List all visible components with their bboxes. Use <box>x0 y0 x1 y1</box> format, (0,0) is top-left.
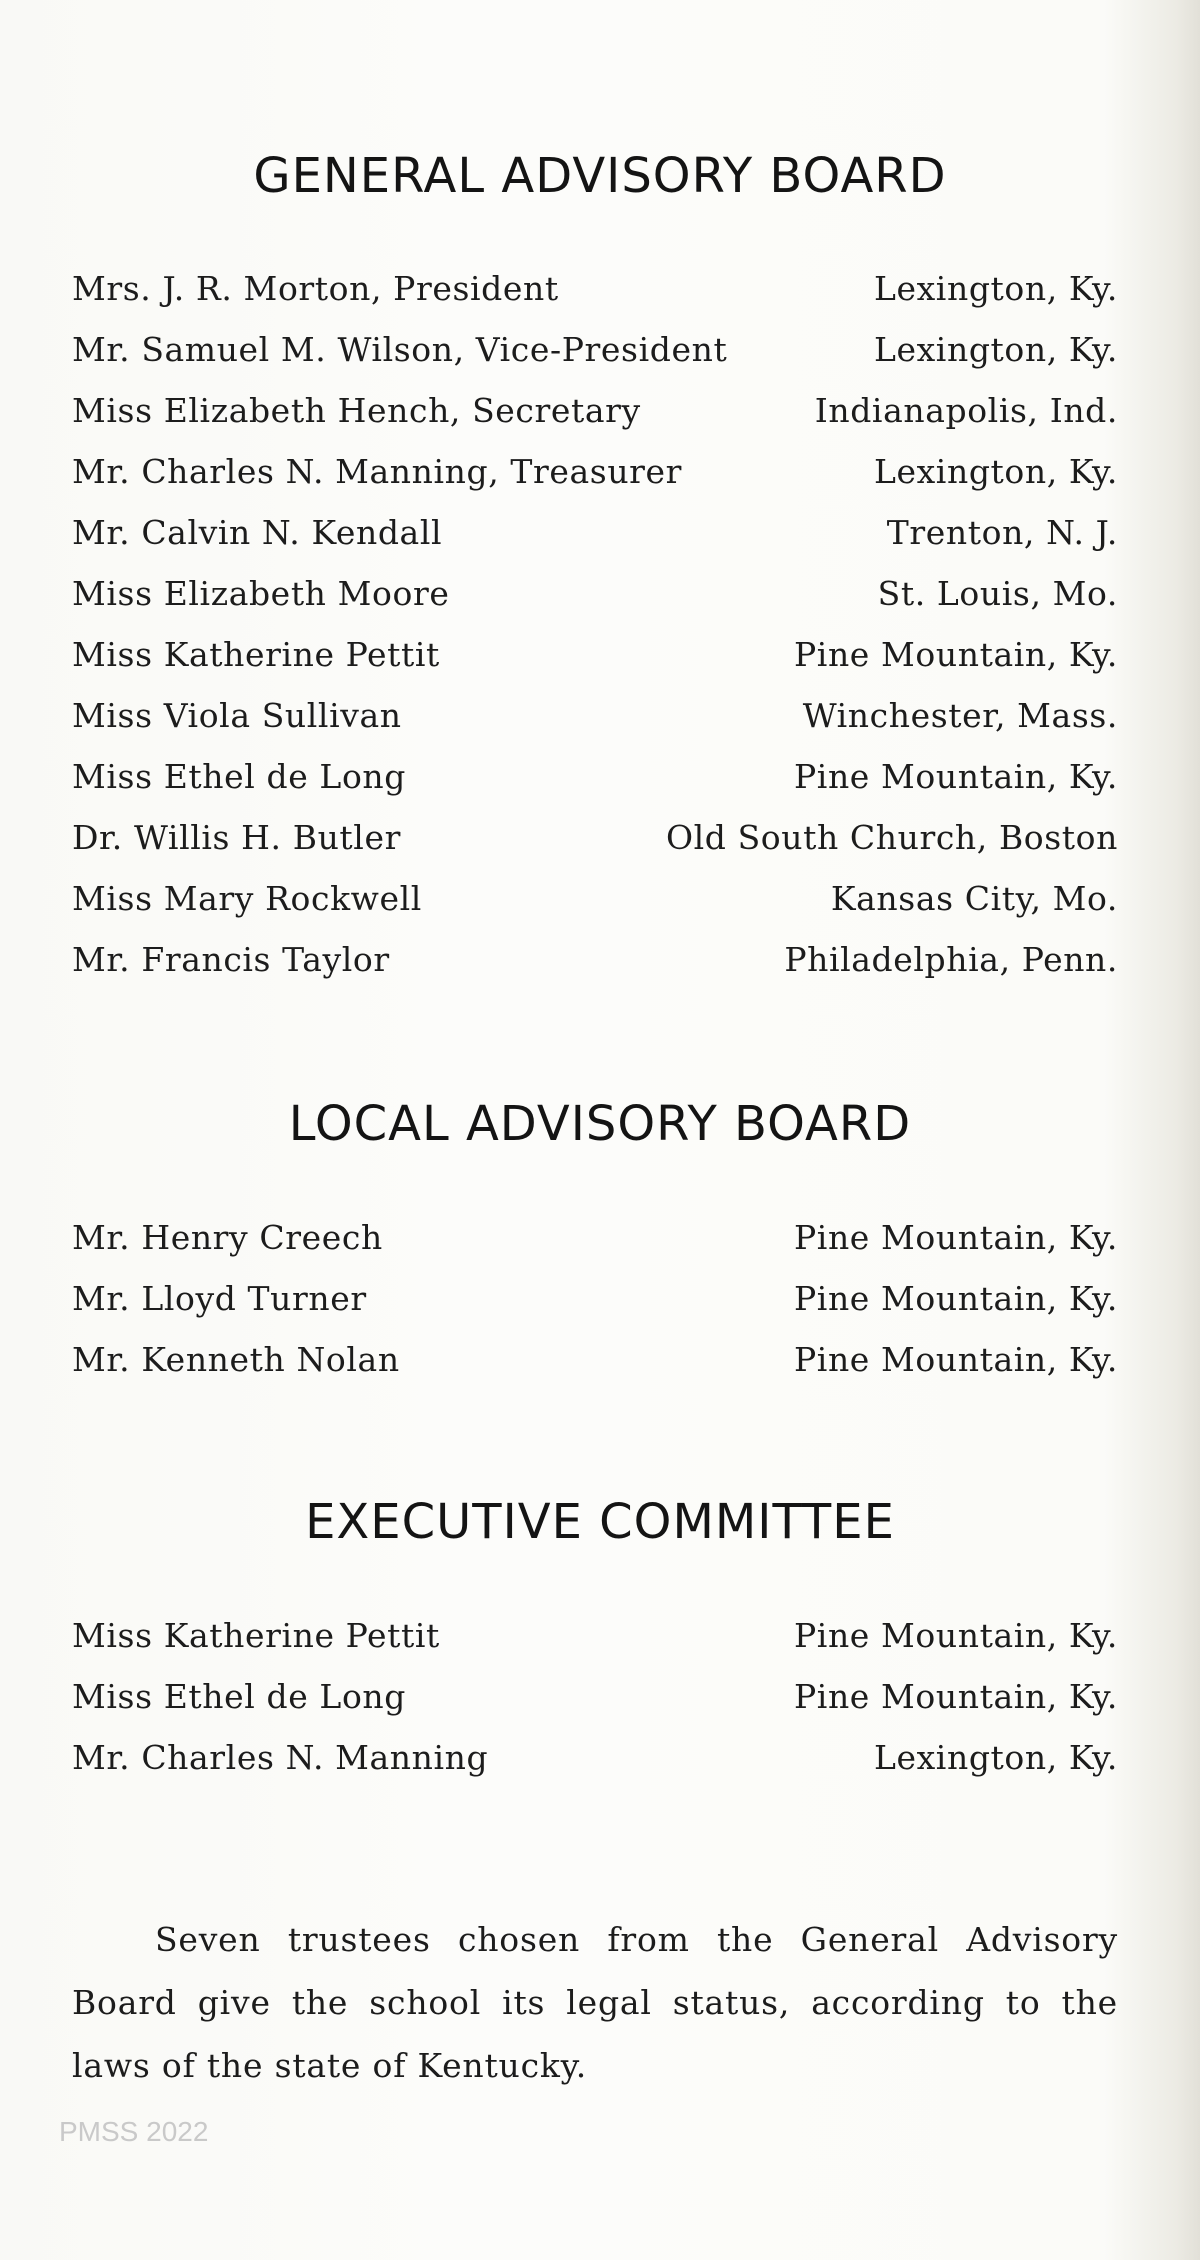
member-name: Miss Mary Rockwell <box>72 879 422 918</box>
member-name: Mr. Charles N. Manning, Treasurer <box>72 452 683 491</box>
member-place: Pine Mountain, Ky. <box>793 757 1118 796</box>
member-name: Miss Katherine Pettit <box>72 1616 440 1655</box>
member-row <box>72 685 1118 746</box>
executive-committee-heading: EXECUTIVE COMMITTEE <box>305 1494 895 1550</box>
member-row <box>72 1268 1118 1329</box>
member-row <box>72 380 1118 441</box>
member-row <box>72 868 1118 929</box>
member-name: Mr. Francis Taylor <box>72 940 390 979</box>
member-place: St. Louis, Mo. <box>877 574 1118 613</box>
member-name: Miss Katherine Pettit <box>72 635 440 674</box>
member-name: Mrs. J. R. Morton, President <box>72 269 559 308</box>
local-board-list <box>72 1207 1118 1390</box>
member-row <box>72 1207 1118 1268</box>
member-place: Philadelphia, Penn. <box>784 940 1118 979</box>
member-name: Mr. Charles N. Manning <box>72 1738 489 1777</box>
member-row <box>72 441 1118 502</box>
member-place: Kansas City, Mo. <box>830 879 1118 918</box>
local-board-heading: LOCAL ADVISORY BOARD <box>288 1096 912 1152</box>
member-name: Miss Elizabeth Moore <box>72 574 450 613</box>
member-name: Miss Ethel de Long <box>72 757 406 796</box>
member-row <box>72 624 1118 685</box>
watermark: PMSS 2022 <box>59 2116 209 2147</box>
member-place: Lexington, Ky. <box>873 269 1118 308</box>
member-row <box>72 563 1118 624</box>
member-row <box>72 807 1118 868</box>
trustees-note: Seven trustees chosen from the General Advisory Board give the school its legal status, according to the laws of the state of Kentucky. <box>72 1920 1118 2085</box>
member-name: Mr. Lloyd Turner <box>72 1279 367 1318</box>
member-row <box>72 1666 1118 1727</box>
member-place: Pine Mountain, Ky. <box>793 1218 1118 1257</box>
member-name: Mr. Henry Creech <box>72 1218 383 1257</box>
member-row <box>72 1727 1118 1788</box>
member-place: Pine Mountain, Ky. <box>793 1279 1118 1318</box>
general-board-list <box>72 258 1118 990</box>
member-name: Mr. Samuel M. Wilson, Vice-President <box>72 330 728 369</box>
member-place: Winchester, Mass. <box>802 696 1118 735</box>
member-place: Old South Church, Boston <box>665 818 1118 857</box>
member-place: Trenton, N. J. <box>886 513 1118 552</box>
member-place: Lexington, Ky. <box>873 330 1118 369</box>
member-row <box>72 1329 1118 1390</box>
member-row <box>72 319 1118 380</box>
member-name: Mr. Calvin N. Kendall <box>72 513 443 552</box>
member-name: Miss Elizabeth Hench, Secretary <box>72 391 641 430</box>
member-place: Pine Mountain, Ky. <box>793 1616 1118 1655</box>
member-place: Pine Mountain, Ky. <box>793 635 1118 674</box>
member-place: Indianapolis, Ind. <box>814 391 1118 430</box>
member-name: Miss Ethel de Long <box>72 1677 406 1716</box>
member-row <box>72 746 1118 807</box>
member-name: Dr. Willis H. Butler <box>72 818 401 857</box>
member-place: Pine Mountain, Ky. <box>793 1677 1118 1716</box>
member-place: Lexington, Ky. <box>873 452 1118 491</box>
member-row <box>72 929 1118 990</box>
member-row <box>72 502 1118 563</box>
member-place: Lexington, Ky. <box>873 1738 1118 1777</box>
member-name: Mr. Kenneth Nolan <box>72 1340 400 1379</box>
member-row <box>72 1605 1118 1666</box>
executive-committee-list <box>72 1605 1118 1788</box>
member-name: Miss Viola Sullivan <box>72 696 402 735</box>
member-place: Pine Mountain, Ky. <box>793 1340 1118 1379</box>
general-board-heading: GENERAL ADVISORY BOARD <box>253 148 947 204</box>
member-row <box>72 258 1118 319</box>
